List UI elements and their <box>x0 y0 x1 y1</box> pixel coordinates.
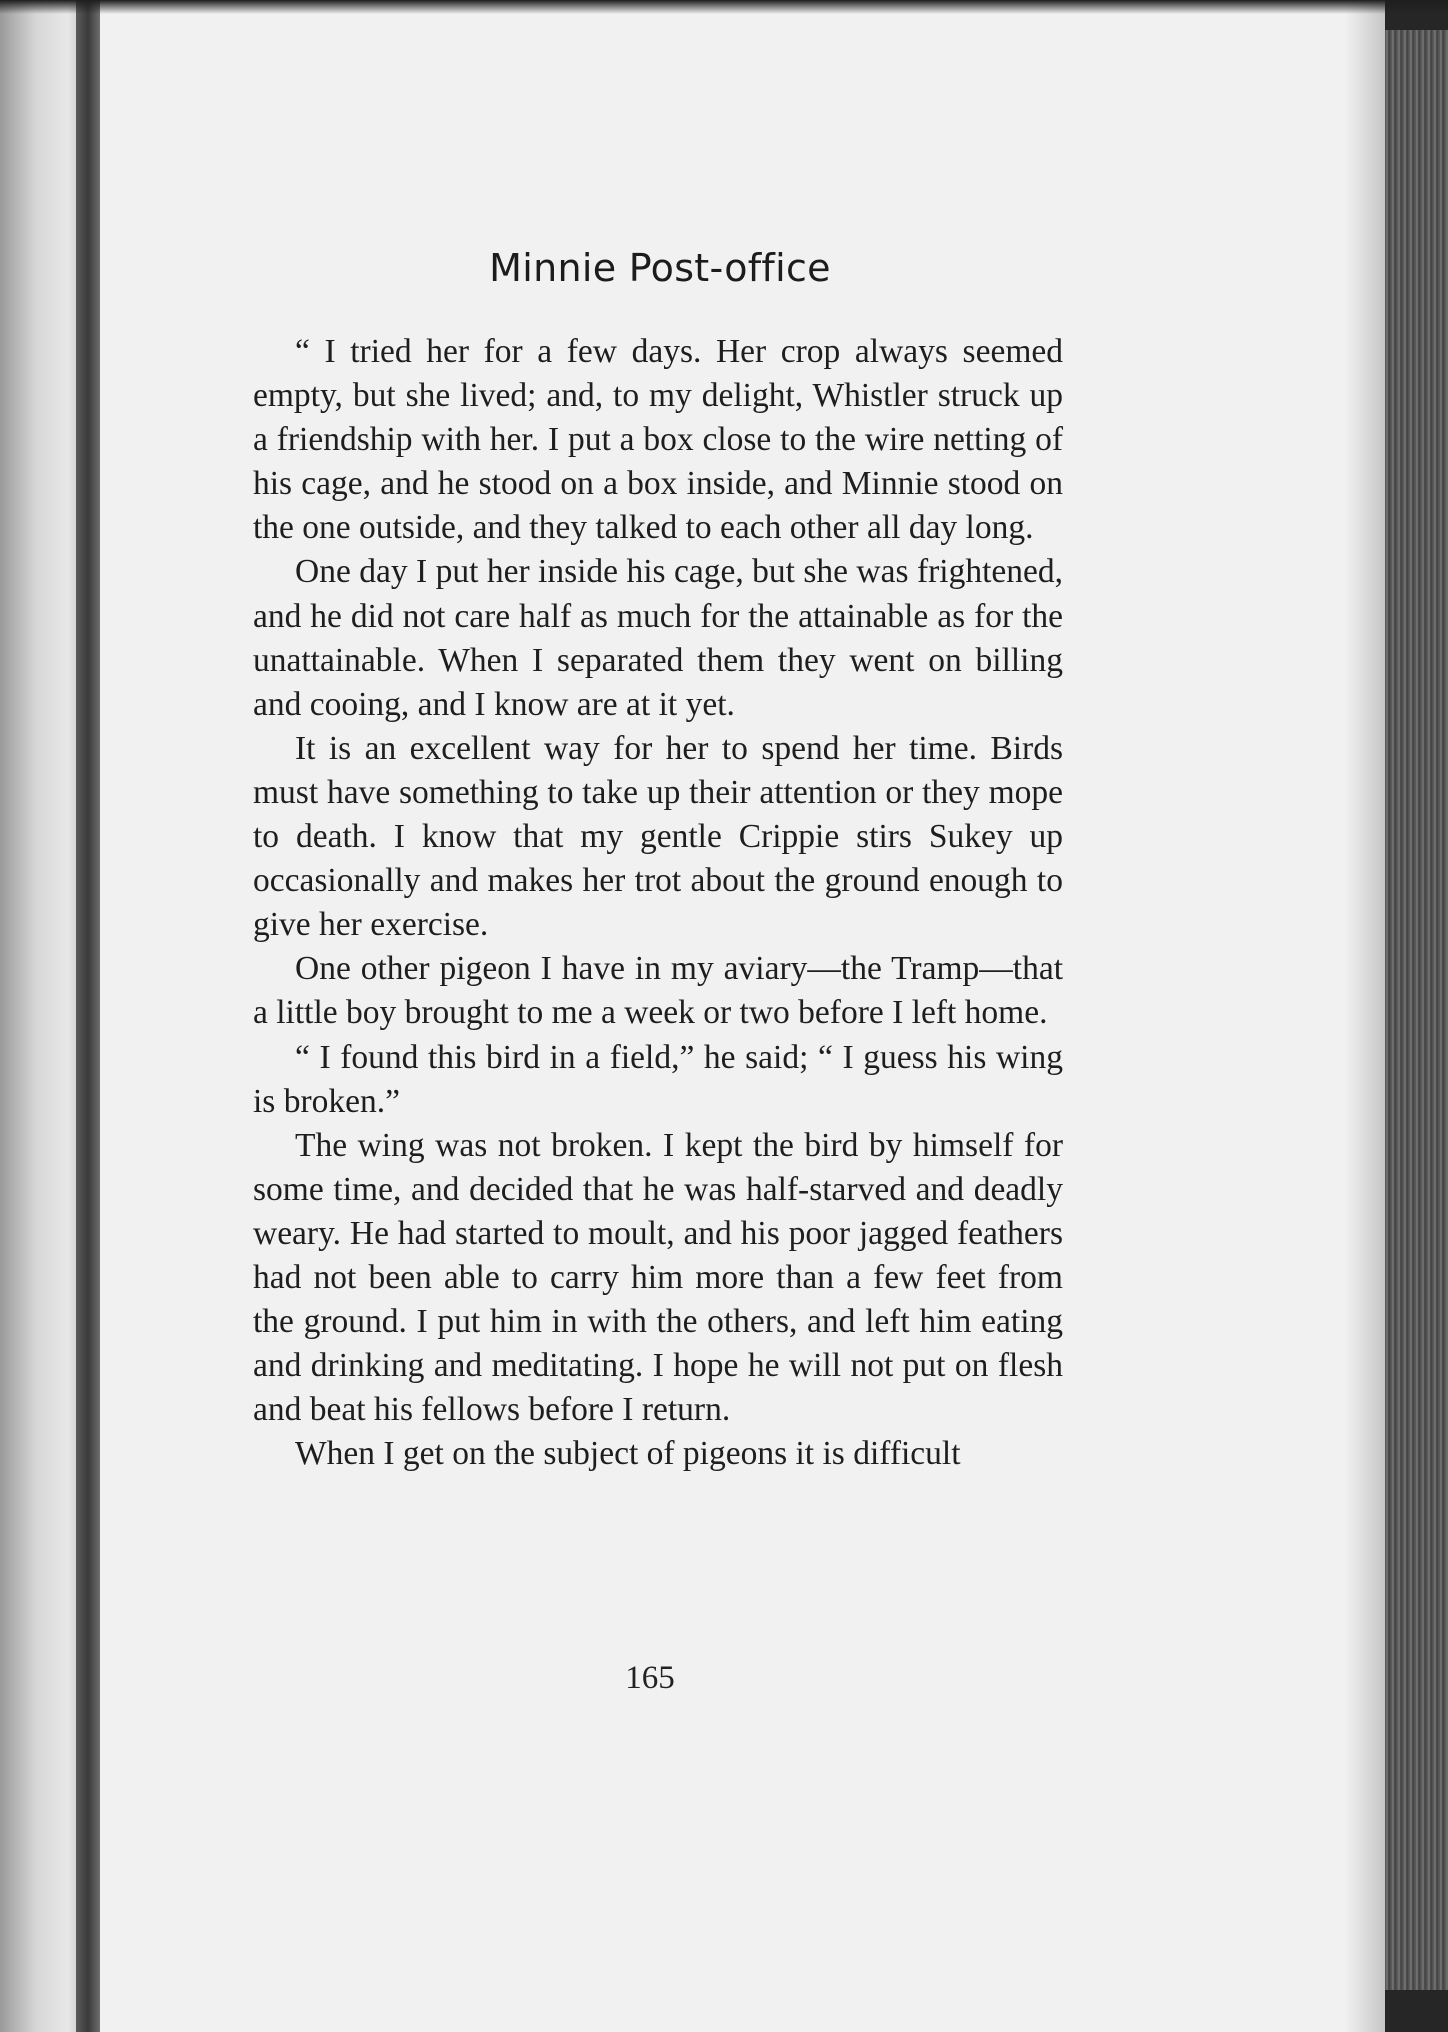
page-number: 165 <box>625 1660 675 1696</box>
running-head: Minnie Post-office <box>489 246 831 290</box>
paragraph: One day I put her inside his cage, but she was frightened, and he did not care half as much for the attainable as for the unattainable. When I separated them they went on billing and cooing, and I know are at it yet. <box>253 553 1063 723</box>
top-shadow <box>0 0 1448 14</box>
paragraph: “ I found this bird in a field,” he said; “ I guess his wing is broken.” <box>253 1038 1063 1120</box>
paragraph: One other pigeon I have in my aviary—the Tramp—that a little boy brought to me a week or two before I left home. <box>253 950 1063 1032</box>
paragraph: When I get on the subject of pigeons it is difficult <box>295 1435 961 1473</box>
book-gutter <box>76 0 100 2032</box>
paragraph: The wing was not broken. I kept the bird by himself for some time, and decided that he was half-starved and deadly weary. He had started to moult, and his poor jagged feathers had not been able to carry him more than a few feet from the ground. I put him in with the others, and left him eating and drinking and meditating. I hope he will not put on flesh and beat his fellows before I return. <box>253 1126 1063 1429</box>
paragraph: It is an excellent way for her to spend her time. Birds must have something to take up their attention or they mope to death. I know that my gentle Crippie stirs Sukey up occasionally and makes her trot about the ground enough to give her exercise. <box>253 729 1063 944</box>
page-stack-edges <box>1385 30 1448 1990</box>
paragraph: “ I tried her for a few days. Her crop always seemed empty, but she lived; and, to my delight, Whistler struck up a friendship with her. I put a box close to the wire netting of his cage, and he stood on a box inside, and Minnie stood on the one outside, and they talked to each other all day long. <box>253 333 1063 547</box>
body-text <box>253 330 1063 1476</box>
